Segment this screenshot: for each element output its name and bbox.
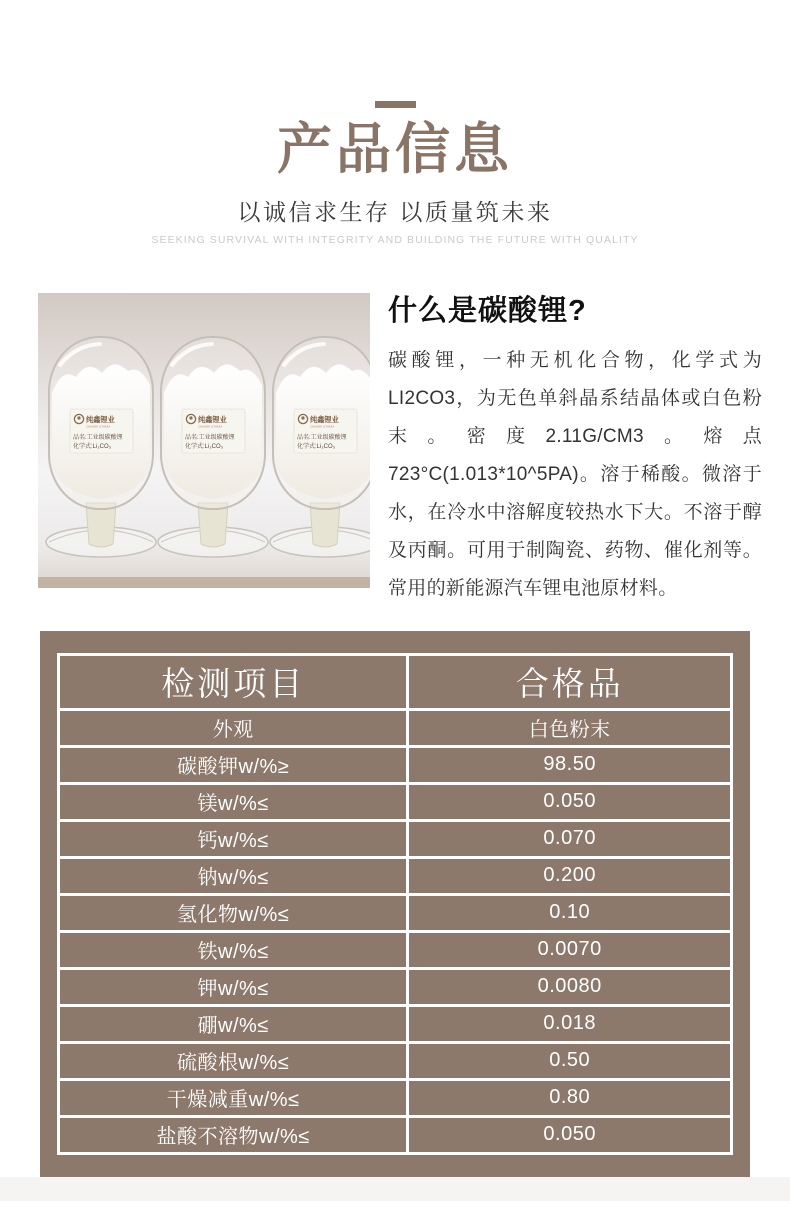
product-photo-illustration (38, 293, 370, 588)
spec-value: 0.0080 (408, 968, 732, 1005)
spec-value: 0.80 (408, 1079, 732, 1116)
spec-label: 外观 (59, 709, 408, 746)
table-row (59, 1042, 732, 1079)
spec-label: 干燥减重w/%≤ (59, 1079, 408, 1116)
flask-label (70, 409, 133, 453)
table-row (59, 746, 732, 783)
spec-value: 0.10 (408, 894, 732, 931)
table-row (59, 709, 732, 746)
label-product-name: 品名:工业级碳酸锂 (297, 434, 347, 441)
spec-label: 氢化物w/%≤ (59, 894, 408, 931)
spec-value: 0.070 (408, 820, 732, 857)
spec-value: 0.50 (408, 1042, 732, 1079)
label-formula: 化学式:Li₂CO₃ (297, 443, 336, 450)
table-row (59, 1116, 732, 1153)
table-row (59, 968, 732, 1005)
table-row (59, 820, 732, 857)
spec-value: 0.200 (408, 857, 732, 894)
label-brand: 纯鑫锂业 (86, 414, 115, 424)
spec-table-section (40, 631, 750, 1177)
page-title: 产品信息 (276, 118, 513, 180)
spec-label: 镁w/%≤ (59, 783, 408, 820)
description-heading: 什么是碳酸锂? (388, 294, 587, 327)
label-brand-en: CHUNXIN LITHIUM (86, 425, 110, 429)
product-photo (38, 293, 370, 588)
spec-value: 0.0070 (408, 931, 732, 968)
table-row (59, 894, 732, 931)
spec-header-row (59, 654, 732, 709)
spec-value: 98.50 (408, 746, 732, 783)
title-accent-dash (375, 101, 416, 108)
intro-section (38, 293, 762, 608)
product-description (388, 293, 762, 608)
label-formula: 化学式:Li₂CO₃ (185, 443, 224, 450)
label-brand: 纯鑫锂业 (310, 414, 339, 424)
label-brand-en: CHUNXIN LITHIUM (310, 425, 334, 429)
label-brand-en: CHUNXIN LITHIUM (198, 425, 222, 429)
table-row (59, 783, 732, 820)
spec-label: 硼w/%≤ (59, 1005, 408, 1042)
col-header-qualified: 合格品 (408, 654, 732, 709)
spec-value: 0.050 (408, 1116, 732, 1153)
table-row (59, 931, 732, 968)
flask-label (294, 409, 357, 453)
spec-label: 钙w/%≤ (59, 820, 408, 857)
page-subtitle-english: SEEKING SURVIVAL WITH INTEGRITY AND BUILDING THE FUTURE WITH QUALITY (151, 233, 639, 246)
spec-label: 硫酸根w/%≤ (59, 1042, 408, 1079)
spec-value: 白色粉末 (408, 709, 732, 746)
label-formula: 化学式:Li₂CO₃ (73, 443, 112, 450)
label-brand: 纯鑫锂业 (198, 414, 227, 424)
spec-label: 盐酸不溶物w/%≤ (59, 1116, 408, 1153)
table-row (59, 1079, 732, 1116)
page-footer-strip (0, 1177, 790, 1201)
label-product-name: 品名:工业级碳酸锂 (185, 434, 235, 441)
spec-label: 碳酸钾w/%≥ (59, 746, 408, 783)
spec-label: 钠w/%≤ (59, 857, 408, 894)
photo-floor-shadow (38, 577, 370, 588)
label-product-name: 品名:工业级碳酸锂 (73, 434, 123, 441)
col-header-test-item: 检测项目 (59, 654, 408, 709)
spec-label: 钾w/%≤ (59, 968, 408, 1005)
table-row (59, 857, 732, 894)
page-subtitle: 以诚信求生存 以质量筑未来 (237, 198, 553, 225)
table-row (59, 1005, 732, 1042)
flask-label (182, 409, 245, 453)
description-body: 碳酸锂，一种无机化合物，化学式为LI2CO3，为无色单斜晶系结晶体或白色粉末。密度2.11G/CM3。熔点723°C(1.013*10^5PA)。溶于稀酸。微溶于水，在冷水中溶解度较热水下大。不溶于醇及丙酮。可用于制陶瓷、药物、催化剂等。常用的新能源汽车锂电池原材料。 (388, 349, 762, 599)
spec-value: 0.050 (408, 783, 732, 820)
spec-label: 铁w/%≤ (59, 931, 408, 968)
spec-table (57, 653, 733, 1155)
spec-value: 0.018 (408, 1005, 732, 1042)
